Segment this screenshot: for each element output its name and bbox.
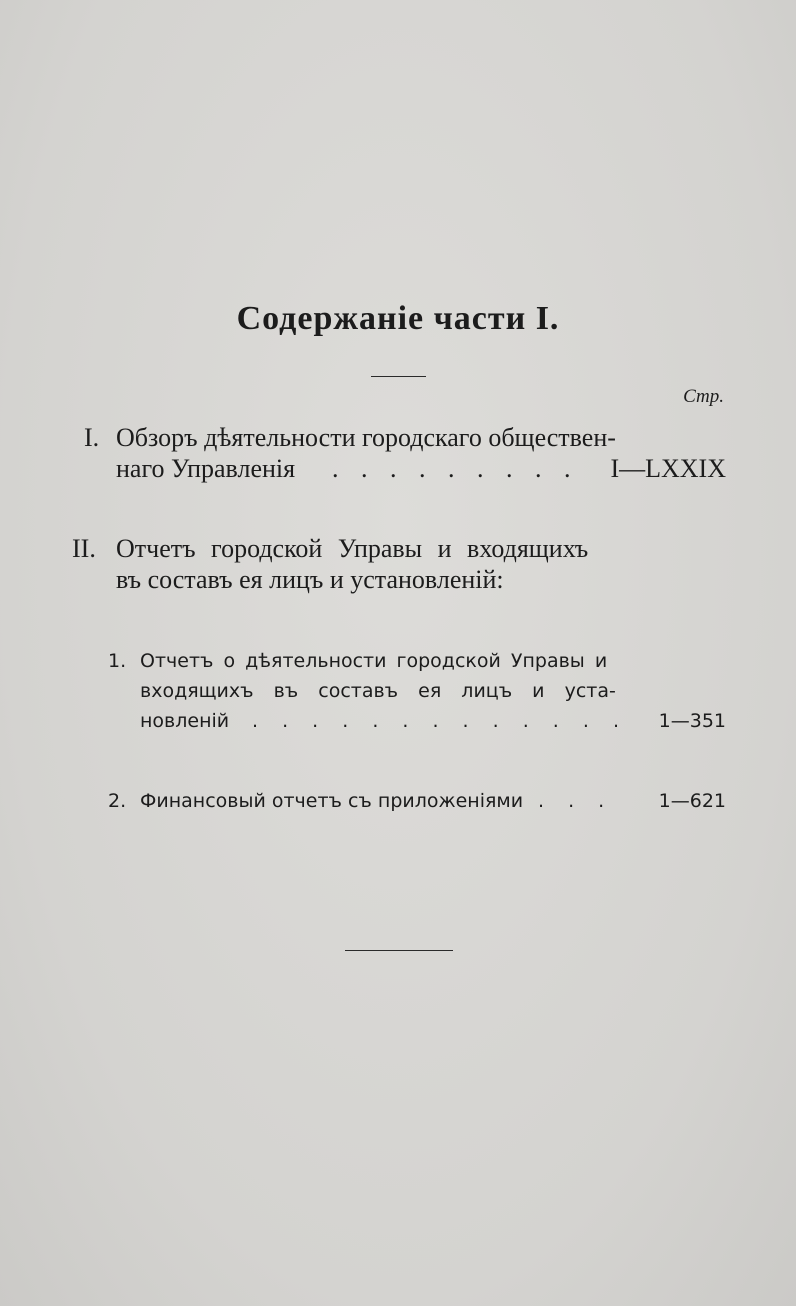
subsection-text-line: Финансовый отчетъ съ приложеніями xyxy=(140,790,524,812)
subsection-text-line: новленій xyxy=(140,710,230,732)
section-text-line: Отчетъ городской Управы и входящихъ xyxy=(116,534,589,563)
section-text-line: въ составъ ея лицъ и установленій: xyxy=(116,565,504,594)
subsection-text-line: Отчетъ о дѣятельности городской Управы и xyxy=(140,650,608,672)
page-range: 1—351 xyxy=(658,710,726,732)
section-text-line: наго Управленія xyxy=(116,454,296,483)
section-numeral: I. xyxy=(84,423,100,452)
page-range: I—LXXIX xyxy=(610,454,726,483)
subsection-number: 2. xyxy=(108,790,127,812)
page-column-label: Стр. xyxy=(683,386,724,407)
leader-dots: . . . . . . . . . . . . . xyxy=(252,710,628,732)
end-rule xyxy=(345,950,453,951)
leader-dots: . . . xyxy=(538,790,614,812)
section-text-line: Обзоръ дѣятельности городскаго обществен- xyxy=(116,423,616,452)
subsection-text-line: входящихъ въ составъ ея лицъ и уста- xyxy=(140,680,616,702)
subsection-number: 1. xyxy=(108,650,127,672)
page-range: 1—621 xyxy=(658,790,726,812)
title-rule xyxy=(371,376,426,377)
leader-dots: . . . . . . . . . xyxy=(332,454,579,483)
page-title: Содержаніе части I. xyxy=(236,300,560,337)
section-numeral: II. xyxy=(72,534,96,563)
